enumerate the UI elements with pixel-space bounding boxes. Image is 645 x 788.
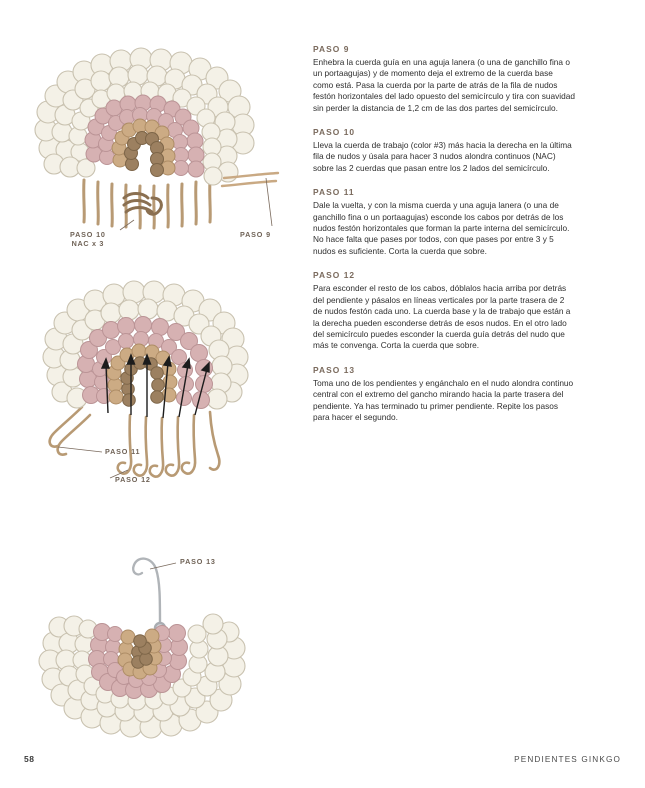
step-body: Dale la vuelta, y con la misma cuerda y una aguja lanera (o una de ganchillo fina o un portaagujas) esconde los cabos por detrás de los nudos festón horizontales que forman la parte interna del semicírculo. No hace falta que pases por todos, con que pases por entre 3 y 5 nudos es suficiente. Corta la cuerda que sobre.	[313, 200, 570, 256]
step-body: Para esconder el resto de los cabos, dóblalos hacia arriba por detrás del pendiente y pásalos en líneas verticales por la parte trasera de 2 de nudos festón cada uno. La cuerda base y la de trabajo que están a la derecha pueden esconderse detrás de esos nudos. En el otro lado del semicírculo puedes esconder la cuerda guía detrás del nudo que más te convenga. Corta la cuerda que sobre.	[313, 283, 571, 351]
callout-paso-10: PASO 10 NAC x 3	[70, 230, 106, 248]
callout-paso-9: PASO 9	[240, 230, 271, 239]
nac-knots	[124, 194, 161, 215]
macrame-diagram-2	[10, 265, 310, 505]
step-title: PASO 10	[313, 127, 356, 138]
step-block-paso-11	[313, 187, 575, 257]
left-cords	[50, 407, 90, 455]
step-title: PASO 11	[313, 187, 355, 198]
footer-chapter-title: PENDIENTES GINKGO	[514, 755, 621, 764]
step-block-paso-12	[313, 270, 575, 351]
macrame-diagram-3	[10, 525, 310, 760]
figure-step-13	[10, 525, 310, 760]
step-body: Toma uno de los pendientes y engánchalo en el nudo alondra continuo central con el extremo del gancho mirando hacia la parte trasera del pendiente. Ya has terminado tu primer pendiente. Repite los pasos para hacer el segundo.	[313, 377, 574, 422]
loose-cords	[118, 412, 220, 477]
step-title: PASO 9	[313, 44, 350, 54]
step-block-paso-10	[313, 127, 575, 174]
step-block-paso-9	[313, 44, 575, 114]
page-number: 58	[24, 754, 35, 764]
figure-steps-11-12	[10, 265, 310, 505]
step-body: Enhebra la cuerda guía en una aguja lanera (o una de ganchillo fina o un portaagujas) y de momento deja el extremo de la cuerda base como está. Pasa la cuerda por la parte de atrás de la fila de nudos festón horizontales del lado opuesto del semicírculo y tira con suavidad sin perder la distancia de 1,2 cm de las dos partes del semicírculo.	[313, 57, 575, 113]
step-title: PASO 13	[313, 364, 356, 375]
callout-paso-13: PASO 13	[180, 557, 216, 566]
step-body: Lleva la cuerda de trabajo (color #3) más hacia la derecha en la última fila de nudos y úsala para hacer 3 nudos alondra continuos (NAC) sobre las 2 cuerdas que pasan entre los 2 lados del semicírculo.	[313, 140, 572, 173]
step-block-paso-13	[313, 365, 575, 424]
instructions-column	[313, 44, 575, 436]
macrame-diagram-1	[10, 30, 310, 260]
step-title: PASO 12	[313, 270, 356, 281]
brown-knot-row	[125, 132, 164, 177]
callout-paso-11: PASO 11	[105, 447, 141, 456]
figure-steps-9-10	[10, 30, 310, 260]
earring-hook-icon	[133, 559, 165, 633]
callout-paso-12: PASO 12	[115, 475, 151, 484]
